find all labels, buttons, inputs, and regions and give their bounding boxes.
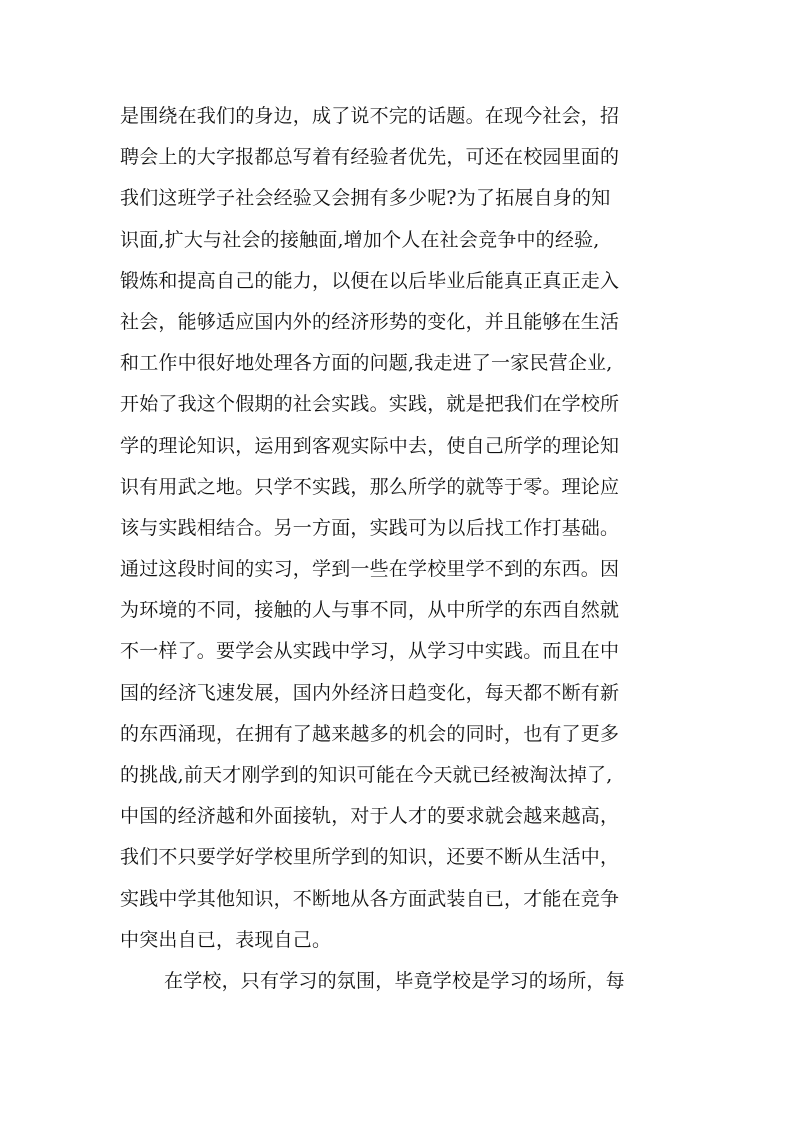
text-line: 中突出自已，表现自己。 <box>120 928 332 951</box>
text-line: 锻炼和提高自己的能力，以便在以后毕业后能真正真正走入 <box>120 269 620 292</box>
text-line: 的东西涌现，在拥有了越来越多的机会的同时，也有了更多 <box>120 722 620 745</box>
text-line: 社会，能够适应国内外的经济形势的变化，并且能够在生活 <box>120 310 620 333</box>
text-line: 识有用武之地。只学不实践，那么所学的就等于零。理论应 <box>120 475 620 498</box>
paragraph-1 <box>120 96 685 961</box>
text-line: 我们这班学子社会经验又会拥有多少呢?为了拓展自身的知 <box>120 187 611 210</box>
text-line: 和工作中很好地处理各方面的问题,我走进了一家民营企业, <box>120 352 613 375</box>
text-line: 实践中学其他知识，不断地从各方面武装自已，才能在竞争 <box>120 887 620 910</box>
text-line: 学的理论知识，运用到客观实际中去，使自己所学的理论知 <box>120 434 620 457</box>
text-line: 通过这段时间的实习，学到一些在学校里学不到的东西。因 <box>120 558 620 581</box>
text-line: 中国的经济越和外面接轨，对于人才的要求就会越来越高， <box>120 805 620 828</box>
text-line: 为环境的不同，接触的人与事不同，从中所学的东西自然就 <box>120 599 620 622</box>
text-line: 在学校，只有学习的氛围，毕竟学校是学习的场所，每 <box>164 969 625 992</box>
text-line: 是围绕在我们的身边，成了说不完的话题。在现今社会，招 <box>120 105 620 127</box>
text-line: 不一样了。要学会从实践中学习，从学习中实践。而且在中 <box>120 640 620 663</box>
text-line: 我们不只要学好学校里所学到的知识，还要不断从生活中， <box>120 846 620 869</box>
text-line: 的挑战,前天才刚学到的知识可能在今天就已经被淘汰掉了, <box>120 764 613 786</box>
text-line: 该与实践相结合。另一方面，实践可为以后找工作打基础。 <box>120 516 620 539</box>
text-line: 国的经济飞速发展，国内外经济日趋变化，每天都不断有新 <box>120 681 620 704</box>
text-line: 开始了我这个假期的社会实践。实践，就是把我们在学校所 <box>120 393 620 416</box>
text-line: 识面,扩大与社会的接触面,增加个人在社会竞争中的经验, <box>120 228 600 251</box>
paragraph-2 <box>120 961 685 1002</box>
text-line: 聘会上的大字报都总写着有经验者优先，可还在校园里面的 <box>120 146 620 169</box>
document-body <box>120 96 685 1002</box>
